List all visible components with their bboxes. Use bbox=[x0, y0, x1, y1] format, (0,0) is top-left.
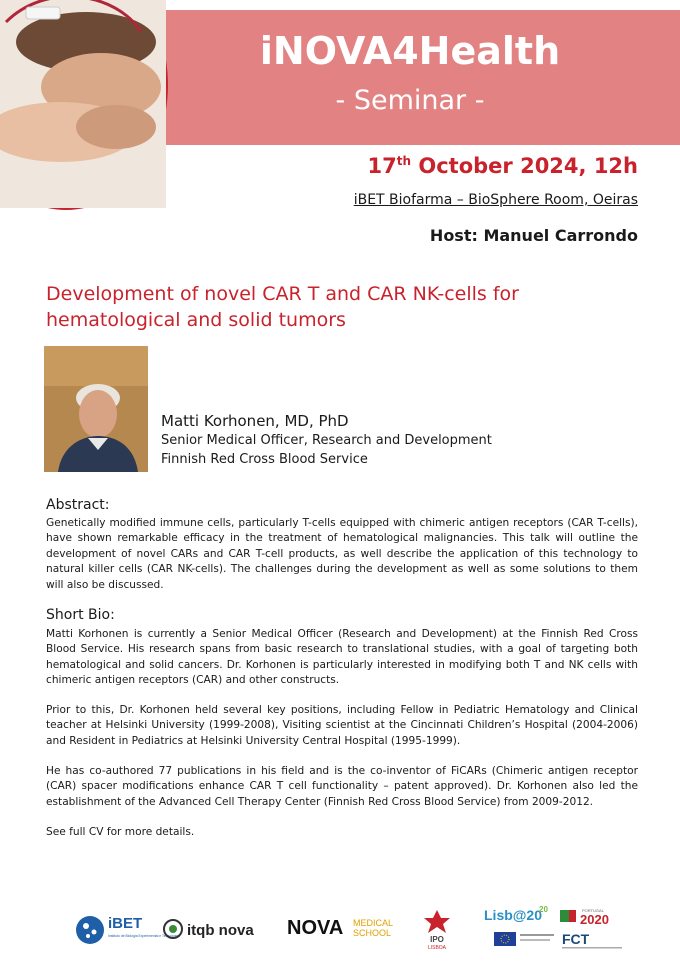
event-date: 17th October 2024, 12h bbox=[367, 154, 638, 178]
portugal-2020-fct-logo bbox=[560, 904, 646, 950]
lisboa-logo-sup: 20 bbox=[539, 905, 548, 914]
itqb-logo-text: itqb nova bbox=[187, 922, 254, 939]
seminar-subtitle: - Seminar - bbox=[335, 85, 485, 116]
speaker-organization: Finnish Red Cross Blood Service bbox=[161, 452, 368, 467]
ipo-logo-text: IPO bbox=[430, 935, 444, 944]
bio-paragraph-4: See full CV for more details. bbox=[46, 826, 195, 838]
ibet-logo bbox=[76, 908, 180, 948]
nova-logo-text: NOVA bbox=[287, 917, 344, 939]
nova-medical-school-logo bbox=[287, 912, 402, 944]
lisboa-logo-text: Lisb@20 bbox=[484, 907, 543, 923]
ipo-logo-subtext: LISBOA bbox=[427, 945, 447, 951]
talk-title: Development of novel CAR T and CAR NK-cells for hematological and solid tumors bbox=[46, 283, 519, 331]
speaker-role: Senior Medical Officer, Research and Development bbox=[161, 433, 492, 448]
partner-logos bbox=[0, 904, 680, 954]
bio-paragraph-1: Matti Korhonen is currently a Senior Medical Officer (Research and Development) at the Finnish Red Cross Blood Service. His research spans from basic research to translational studies, with a goal of targeting both hematological and solid cancers. Dr. Korhonen is particularly interested in modifying both T and NK cells with chimeric antigen receptors (CAR) and other constructs. bbox=[46, 628, 638, 687]
bio-heading: Short Bio: bbox=[46, 607, 115, 623]
ibet-logo-mark bbox=[76, 916, 104, 944]
event-host: Host: Manuel Carrondo bbox=[429, 226, 638, 245]
lisboa-2020-logo bbox=[484, 904, 556, 950]
bio-paragraph-2: Prior to this, Dr. Korhonen held several key positions, including Fellow in Pediatric Hematology and Clinical teacher at Helsinki University (1999-2008), Visiting scientist at the Cincinnati Children’s Hospital (2004-2006) and Resident in Pediatrics at Helsinki University Central Hospital (1995-1999). bbox=[46, 704, 638, 747]
nova-medical-text: MEDICAL bbox=[353, 918, 394, 928]
portugal-logo-text: 2020 bbox=[580, 912, 609, 927]
speaker-portrait bbox=[44, 346, 148, 472]
eu-flag bbox=[494, 932, 516, 946]
abstract-heading: Abstract: bbox=[46, 497, 110, 513]
event-venue: iBET Biofarma – BioSphere Room, Oeiras bbox=[353, 192, 638, 208]
brand-title: iNOVA4Health bbox=[259, 29, 561, 73]
speaker-portrait-illustration bbox=[44, 346, 148, 472]
portugal-logo-sup: PORTUGAL bbox=[582, 908, 604, 913]
ibet-logo-subtext: Instituto de Biologia Experimental e Tecnológica bbox=[108, 934, 180, 938]
itqb-logo bbox=[162, 914, 272, 944]
abstract-text: Genetically modified immune cells, particularly T-cells equipped with chimeric antigen receptors (CAR T-cells), have shown remarkable efficacy in the treatment of hematological malignancies. This talk will outline the development of novel CARs and CAR T-cell products, as well describe the application of this technology to natural killer cells (CAR NK-cells). The challenges during the development as well as some solutions to them will also be discussed. bbox=[46, 517, 638, 591]
bio-paragraph-3: He has co-authored 77 publications in his field and is the co-inventor of FiCARs (Chimeric antigen receptor (CAR) spacer modifications enhance CAR T cell functionality – patent approved). Dr. Korhonen also led the establishment of the Advanced Cell Therapy Center (Finnish Red Cross Blood Service) from 2009-2012. bbox=[46, 765, 638, 808]
fct-logo-text: FCT bbox=[562, 931, 590, 947]
speaker-name: Matti Korhonen, MD, PhD bbox=[161, 412, 349, 430]
ibet-logo-text: iBET bbox=[108, 915, 143, 932]
nova-school-text: SCHOOL bbox=[353, 928, 392, 938]
ipo-lisboa-logo bbox=[420, 908, 454, 950]
